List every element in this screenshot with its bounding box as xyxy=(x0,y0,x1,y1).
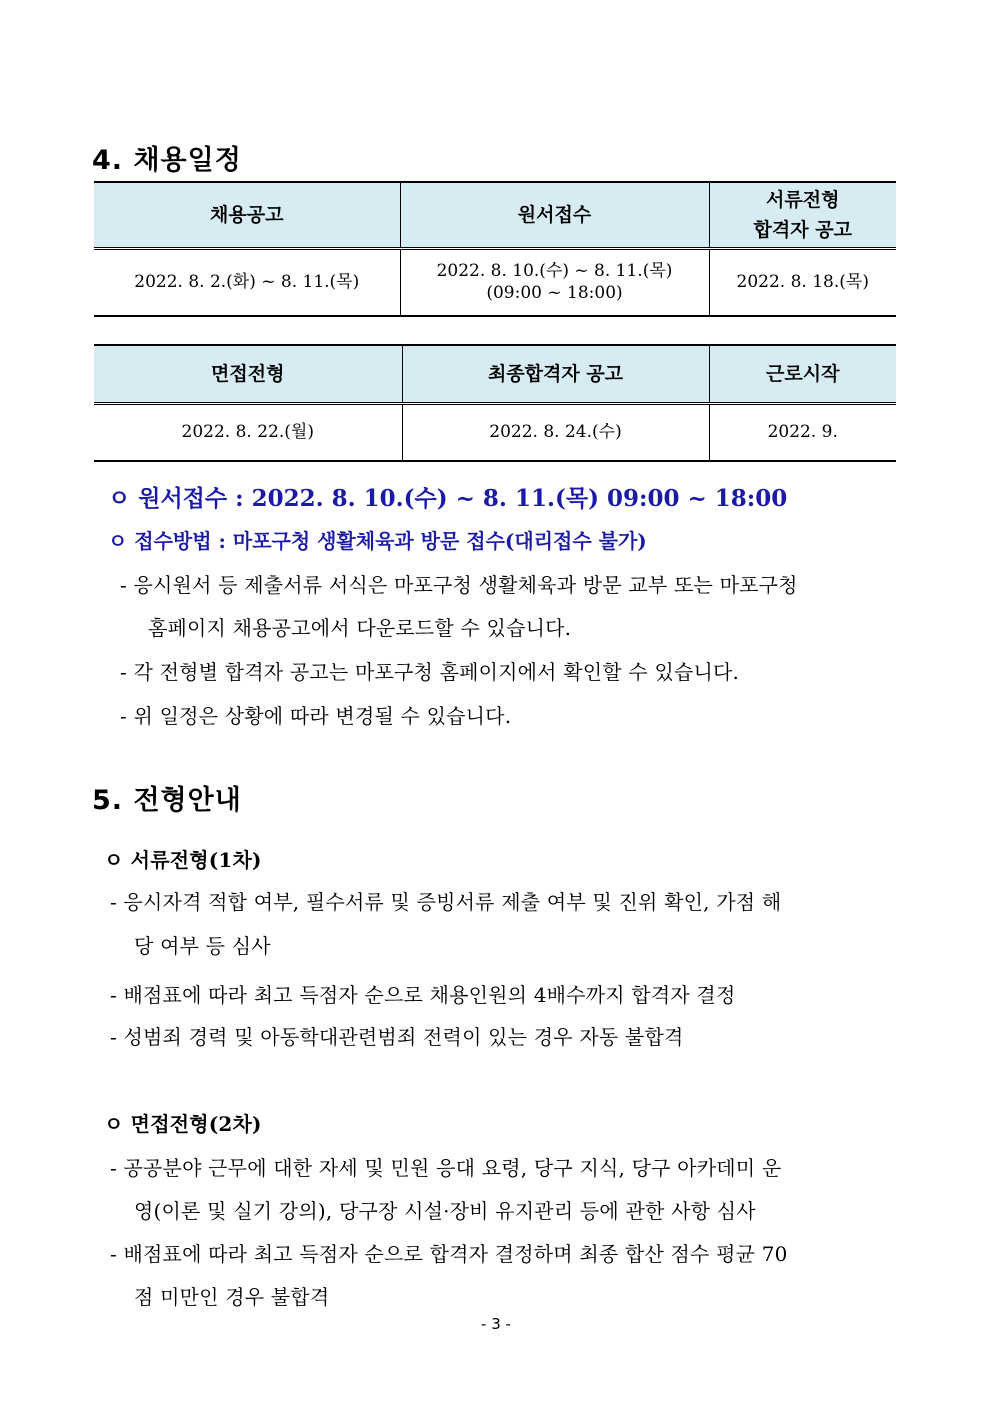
table-cell: 2022. 8. 2.(화) ~ 8. 11.(목) xyxy=(94,248,400,316)
schedule-table-2 xyxy=(94,344,896,462)
table-cell: 2022. 8. 22.(월) xyxy=(94,403,402,461)
table-cell: 2022. 9. xyxy=(709,403,896,461)
note-line: - 응시원서 등 제출서류 서식은 마포구청 생활체육과 방문 교부 또는 마포구청 xyxy=(120,573,798,597)
interview-line: 점 미만인 경우 불합격 xyxy=(134,1285,330,1309)
header-cell: 원서접수 xyxy=(400,182,709,248)
table-cell: 2022. 8. 18.(목) xyxy=(709,248,896,316)
schedule-table-1 xyxy=(94,181,896,317)
section-5-title: 5. 전형안내 xyxy=(92,785,242,816)
cell-line: (09:00 ~ 18:00) xyxy=(486,283,623,304)
interview-line: - 공공분야 근무에 대한 자세 및 민원 응대 요령, 당구 지식, 당구 아카데미 운 xyxy=(110,1156,782,1180)
section-4-title: 4. 채용일정 xyxy=(92,145,242,176)
doc-review-line: - 응시자격 적합 여부, 필수서류 및 증빙서류 제출 여부 및 진위 확인, 가점 해 xyxy=(110,890,782,914)
doc-review-heading: ㅇ 서류전형(1차) xyxy=(104,848,262,872)
doc-review-line: - 배점표에 따라 최고 득점자 순으로 채용인원의 4배수까지 합격자 결정 xyxy=(110,983,736,1007)
cell-line: 2022. 8. 10.(수) ~ 8. 11.(목) xyxy=(436,261,673,282)
header-cell: 근로시작 xyxy=(709,345,896,403)
table-row xyxy=(94,248,896,316)
note-line: - 위 일정은 상황에 따라 변경될 수 있습니다. xyxy=(120,704,512,728)
doc-review-line: 당 여부 등 심사 xyxy=(134,934,271,958)
header-cell: 최종합격자 공고 xyxy=(402,345,709,403)
interview-heading: ㅇ 면접전형(2차) xyxy=(104,1112,262,1136)
header-cell: 면접전형 xyxy=(94,345,402,403)
note-line: 홈페이지 채용공고에서 다운로드할 수 있습니다. xyxy=(148,616,572,640)
header-line: 합격자 공고 xyxy=(753,218,852,241)
note-line: - 각 전형별 합격자 공고는 마포구청 홈페이지에서 확인할 수 있습니다. xyxy=(120,660,740,684)
header-line: 서류전형 xyxy=(766,188,840,211)
table-header-row xyxy=(94,345,896,403)
interview-line: - 배점표에 따라 최고 득점자 순으로 합격자 결정하며 최종 합산 점수 평균 70 xyxy=(110,1242,788,1266)
doc-review-line: - 성범죄 경력 및 아동학대관련범죄 전력이 있는 경우 자동 불합격 xyxy=(110,1025,684,1049)
application-method: ㅇ 접수방법 : 마포구청 생활체육과 방문 접수(대리접수 불가) xyxy=(108,529,647,553)
header-cell xyxy=(709,182,896,248)
table-row xyxy=(94,403,896,461)
interview-line: 영(이론 및 실기 강의), 당구장 시설·장비 유지관리 등에 관한 사항 심사 xyxy=(134,1199,756,1223)
table-header-row xyxy=(94,182,896,248)
table-cell xyxy=(400,248,709,316)
table-cell: 2022. 8. 24.(수) xyxy=(402,403,709,461)
application-period: ㅇ 원서접수 : 2022. 8. 10.(수) ~ 8. 11.(목) 09:00 ~ 18:00 xyxy=(108,485,788,512)
page-number: - 3 - xyxy=(481,1315,511,1333)
header-cell: 채용공고 xyxy=(94,182,400,248)
